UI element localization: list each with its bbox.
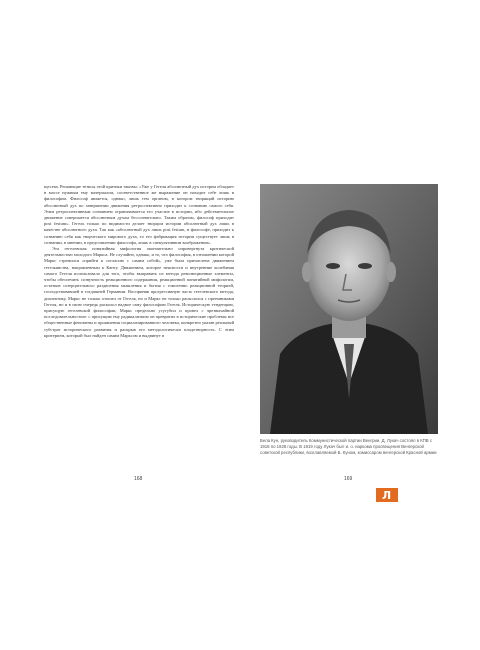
left-page: [34, 172, 242, 488]
logo-icon: Л: [382, 489, 392, 502]
publisher-logo: [376, 488, 398, 502]
paragraph: щества. Решающие тезисы этой критики таковы: «Уже у Гегеля абсолютный дух истории обладает в массе нужным ему материалом, соответственное же выражение он находит себе лишь в философии. Философ является, однако, лишь тем органом, в котором творящий историю абсолютный дух по завершении движения ретроспективно приходит к сознанию самого себя. Этим ретроспективным сознанием ограничивается его участие в истории, ибо действительное движение совершается абсолютным духом бессознательно. Таким образом, философ приходит post festum». Гегель только по видимости делает творцом истории абсолютный дух лишь в качестве абсолютного духа. Так как «абсолютный дух лишь post festum, в философе, приходит к сознанию себя как творческого мирового духа, то его фабрикация истории существует лишь в сознании, в мнении, в представлении философа, лишь в спекулятивном воображении».: [44, 184, 234, 245]
photo-caption: Бела Кун, руководитель Коммунистической партии Венгрии. Д. Лукач состоял в КПВ с 1918 по 1928 годы. В 1919 году Лукач был и. о. наркома просвещения Венгерской советской республики, возглавляемой Б. Куном, комиссаром венгерской Красной армии: [260, 438, 437, 455]
book-spread: [34, 172, 448, 488]
paragraph: Эта гегелевская понятийная мифология окончательно опровергнута критической деятельностью молодого Маркса. Не случайно, однако, и то, что философия, в отношении которой Маркс стремился «прийти к согласию с самим собой», уже была причислена движением гегельянства, направленным к Канту. Движением, которое неясности и внутренние колебания самого Гегеля использовало для того, чтобы выправить из метода революционные элементы, чтобы обеспечить созвучность реакционного содержания, реакционной понятийной мифологии, остатков созерцательного раздвоения мышления и бытия с гомогенно реакционной теорией, господствовавшей в тогдашней Германии. Восприняв прогрессивную часть гегелевского метода, диалектику, Маркс не только отошел от Гегеля, но и Маркс не только раскололся с преемниками Гегеля, но и в свою очередь расколол надвое саму философию Гегеля. Историческую тенденцию, присущую гегелевской философии, Маркс предельно усугубил и провел с чрезвычайной последовательностью: с присущим ему радикализмом он превратил в исторические проблемы все общественные феномены и проявления социализированного человека, конкретно указав реальный субстрат исторического развития и раскрыв его методологически плодотворность. С этим критерием, который был найден самим Марксом и выдвинут в: [44, 246, 234, 338]
page-number-right: 169: [344, 476, 353, 482]
right-page: [248, 172, 448, 488]
left-page-text: [44, 184, 234, 469]
portrait-photo: [260, 184, 438, 434]
page-number-left: 168: [134, 476, 143, 482]
